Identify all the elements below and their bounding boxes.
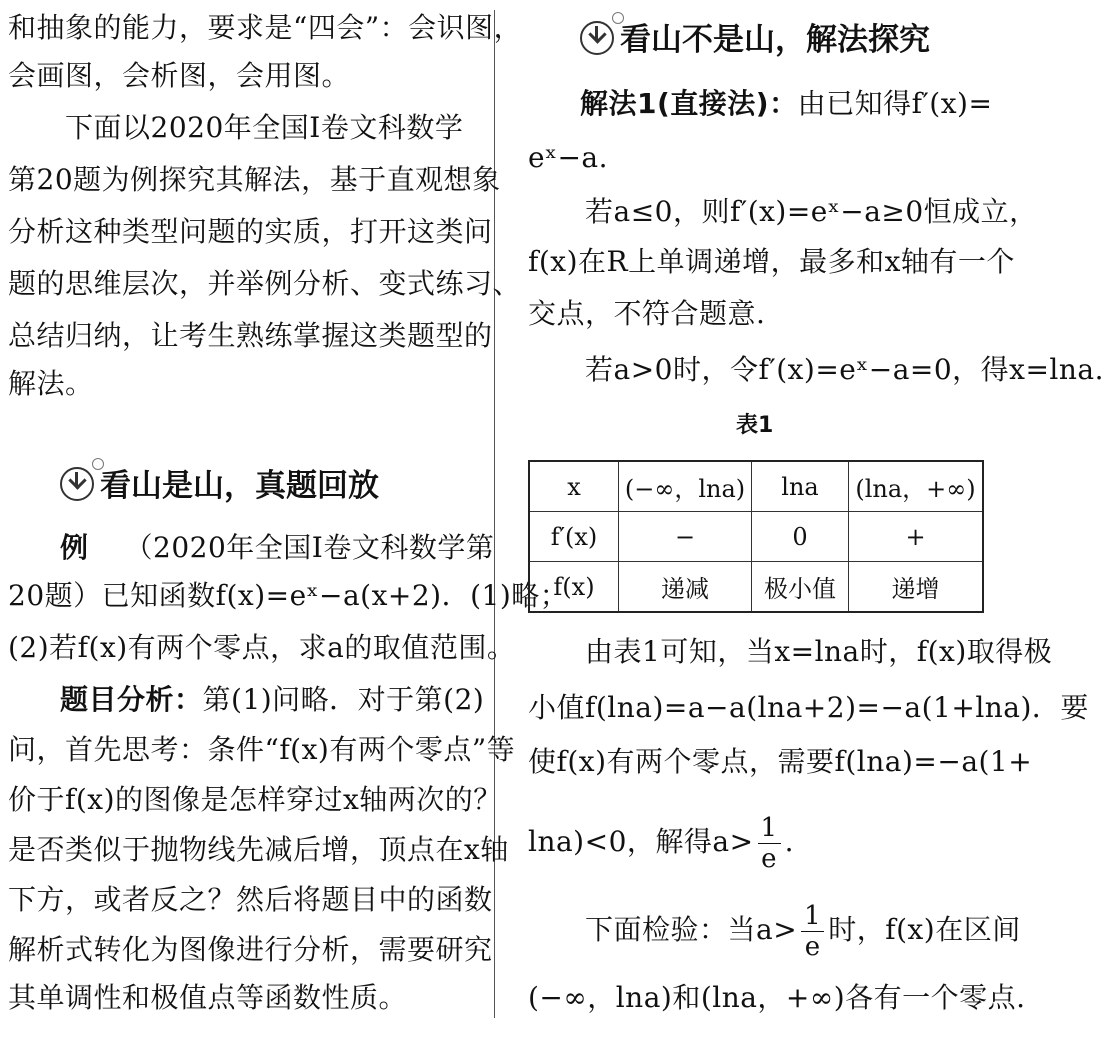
para2-line-3: 分析这种类型问题的实质，打开这类问 [8,215,493,248]
table-cell: 递增 [849,562,984,613]
table-cell: (−∞，lna) [619,461,752,512]
check-text-post: 时，f(x)在区间 [828,913,1021,946]
method-line-2: eˣ−a. [528,141,608,174]
conclusion-line-3: 使f(x)有两个零点，需要f(lna)=−a(1+ [528,745,1033,778]
variation-table [528,460,984,613]
analysis-line-5: 下方，或者反之？然后将题目中的函数 [8,883,493,916]
table-cell: x [529,461,619,512]
case2-line: 若a>0时，令f′(x)=eˣ−a=0，得x=lna. [528,353,1104,386]
heading-text: 看山是山，真题回放 [100,468,379,504]
analysis-line-6: 解析式转化为图像进行分析，需要研究 [8,933,493,966]
section-heading-right [580,20,930,60]
table-cell: 递减 [619,562,752,613]
para2-line-2: 第20题为例探究其解法，基于直观想象 [8,163,501,196]
section-heading-left [60,466,379,506]
check-text-pre: 下面检验：当a> [528,913,798,946]
heading-text: 看山不是山，解法探究 [620,22,930,58]
conclusion-text-4: lna)<0，解得a> [528,825,754,858]
method-line-1 [528,86,992,122]
example-line-1 [8,530,494,566]
analysis-line-1 [8,682,484,718]
conclusion-line-2: 小值f(lna)=a−a(lna+2)=−a(1+lna)．要 [528,691,1089,724]
table-row [529,512,983,562]
fraction-numerator: 1 [801,901,824,932]
down-arrow-circle-icon [580,21,614,55]
table-cell: f(x) [529,562,619,613]
method-label: 解法1(直接法)： [580,87,798,120]
table-caption: 表1 [736,413,774,438]
fraction-period: . [784,825,794,858]
example-line-3: (2)若f(x)有两个零点，求a的取值范围。 [8,631,516,664]
small-circle-icon [92,458,104,470]
para2-line-4: 题的思维层次，并举例分析、变式练习、 [8,267,522,300]
analysis-line-3: 价于f(x)的图像是怎样穿过x轴两次的？ [8,783,502,816]
table-cell: + [849,512,984,562]
down-arrow-circle-icon [60,467,94,501]
case1-line-2: f(x)在R上单调递增，最多和x轴有一个 [528,245,1015,278]
table-row [529,562,983,613]
conclusion-line-1: 由表1可知，当x=lna时，f(x)取得极 [528,635,1053,668]
analysis-line-4: 是否类似于抛物线先减后增，顶点在x轴 [8,833,509,866]
method-text-1: 由已知得f′(x)= [797,87,993,120]
para2-line-5: 总结归纳，让考生熟练掌握这类题型的 [8,319,493,352]
intro-line-2: 会画图，会析图，会用图。 [8,59,351,92]
fraction-denominator: e [804,932,821,962]
analysis-line-7: 其单调性和极值点等函数性质。 [8,981,408,1014]
check-line-1 [528,898,1021,962]
table-cell: − [619,512,752,562]
table-cell: lna [752,461,849,512]
example-line-2: 20题）已知函数f(x)=eˣ−a(x+2)．(1)略； [8,579,569,612]
fraction-one-over-e [758,813,781,874]
example-text-1: （2020年全国Ⅰ卷文科数学第 [124,531,495,564]
table-cell: (lna，+∞) [849,461,984,512]
analysis-text-1: 第(1)问略．对于第(2) [202,683,485,716]
example-label: 例 [60,531,89,564]
fraction-denominator: e [761,844,778,874]
fraction-one-over-e [801,901,824,962]
conclusion-line-4 [528,810,794,874]
analysis-line-2: 问，首先思考：条件“f(x)有两个零点”等 [8,733,516,766]
table-cell: 0 [752,512,849,562]
case1-line-1: 若a≤0，则f′(x)=eˣ−a≥0恒成立， [528,195,1038,228]
check-line-2: (−∞，lna)和(lna，+∞)各有一个零点. [528,981,1026,1014]
fraction-numerator: 1 [758,813,781,844]
para2-line-6: 解法。 [8,367,94,400]
para2-line-1: 下面以2020年全国Ⅰ卷文科数学 [8,111,464,144]
small-circle-icon [612,12,624,24]
table-cell: 极小值 [752,562,849,613]
intro-line-1: 和抽象的能力，要求是“四会”：会识图， [8,11,523,44]
case1-line-3: 交点，不符合题意. [528,297,766,330]
table-row [529,461,983,512]
table-cell: f′(x) [529,512,619,562]
analysis-label: 题目分析： [60,683,203,716]
